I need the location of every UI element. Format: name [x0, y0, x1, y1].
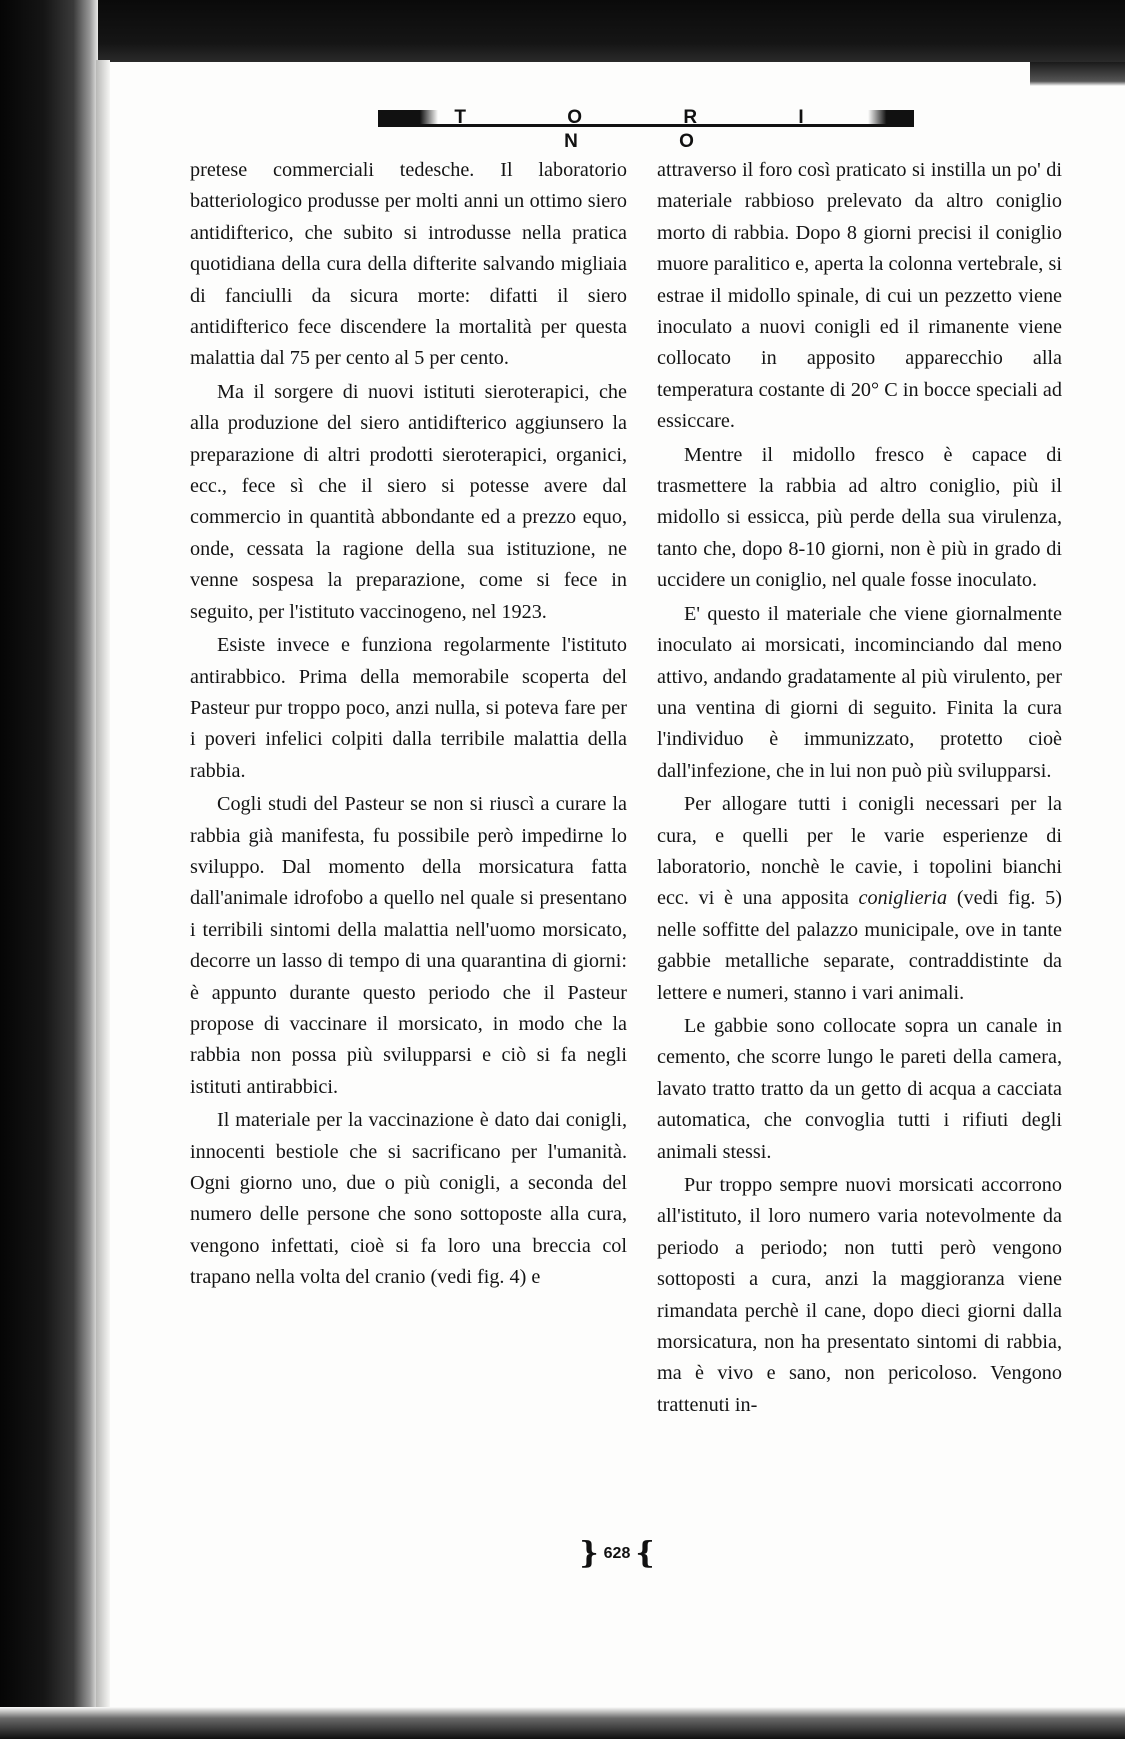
page-number-folio [567, 1534, 667, 1574]
paragraph: Mentre il midollo fresco è capace di trasmettere la rabbia ad altro coniglio, più il midollo si essicca, più perde della sua virulenza, tanto che, dopo 8-10 giorni, non è più in grado di uccidere un coniglio, nel quale fosse inoculato. [657, 443, 1062, 592]
paragraph: Ma il sorgere di nuovi istituti sieroterapici, che alla produzione del siero antidifterico aggiunsero la preparazione di altri prodotti sieroterapici, organici, ecc., fece sì che il siero si potesse avere dal commercio in quantità abbondante ed a prezzo equo, onde, cessata la ragione della sua istituzione, ne venne sospesa la preparazione, come si fece in seguito, per l'istituto vaccinogeno, nel 1923. [190, 380, 627, 623]
right-column [657, 155, 1062, 1421]
folio-ornament-left: } [579, 1536, 599, 1571]
paragraph-text: (vedi fig. 5) nelle soffitte del palazzo municipale, ove in tante gabbie metalliche separate, contraddistinte da lettere e numeri, stanno i vari animali. [657, 887, 1062, 1004]
italic-term: coniglieria [858, 887, 948, 910]
paragraph: Il materiale per la vaccinazione è dato dai conigli, innocenti bestiole che si sacrificano per l'umanità. Ogni giorno uno, due o più conigli, a seconda del numero delle persone che sono sottoposte alla cura, vengono infettati, cioè si fa loro una breccia col trapano nella volta del cranio (vedi fig. 4) e [190, 1109, 627, 1289]
paragraph: Esiste invece e funziona regolarmente l'istituto antirabbico. Prima della memorabile scoperta del Pasteur pur troppo poco, anzi nulla, si poteva fare per i poveri infelici colpiti dalla terribile malattia della rabbia. [190, 634, 627, 782]
paragraph: pretese commerciali tedesche. Il laboratorio batteriologico produsse per molti anni un ottimo siero antidifterico, che subito si introdusse nella pratica quotidiana della cura della difterite salvando migliaia di fanciulli da sicura morte: difatti il siero antidifterico fece discendere la mortalità per questa malattia dal 75 per cento al 5 per cento. [190, 159, 627, 370]
paragraph: Pur troppo sempre nuovi morsicati accorrono all'istituto, il loro numero varia notevolmente da periodo a periodo; non tutti però vengono sottoposti a cura, anzi la maggioranza viene rimandata perchè il cane, dopo dieci giorni dalla morsicatura, non ha presentato sintomi di rabbia, ma è vivo e sano, non pericoloso. Vengono trattenuti in- [657, 1174, 1062, 1416]
left-column [190, 155, 627, 1294]
paragraph-text: Per allogare tutti i conigli necessari per la cura, e quelli per le varie esperienze di laboratorio, nonchè le cavie, i topolini bianchi ecc. vi è una apposita [657, 793, 1062, 910]
scan-edge-shadow [96, 60, 110, 1739]
header-title: T O R I N O [454, 107, 852, 152]
folio-ornament-right: { [635, 1536, 655, 1571]
header-ornament-right [868, 110, 914, 127]
scan-edge-top-right [1030, 62, 1125, 86]
paragraph [657, 789, 1062, 1009]
paragraph: Le gabbie sono collocate sopra un canale in cemento, che scorre lungo le pareti della camera, lavato tratto tratto da un getto di acqua a cacciata automatica, che convoglia tutti i rifiuti degli animali stessi. [657, 1014, 1062, 1163]
running-header [378, 106, 914, 152]
paragraph: Cogli studi del Pasteur se non si riuscì a curare la rabbia già manifesta, fu possibile però impedirne lo sviluppo. Dal momento della morsicatura fatta dall'animale idrofobo a quello nel quale si presentano i terribili sintomi della malattia nell'uomo morsicato, decorre un lasso di tempo di una quarantina di giorni: è appunto durante questo periodo che il Pasteur propose di vaccinare il morsicato, in modo che la rabbia non possa più svilupparsi e ciò si fa negli istituti antirabbici. [190, 793, 627, 1098]
header-ornament-left [378, 110, 438, 127]
paragraph: E' questo il materiale che viene giornalmente inoculato ai morsicati, incominciando dal meno attivo, andando gradatamente al più virulento, per una ventina di giorni di seguito. Finita la cura l'individuo è immunizzato, protetto cioè dall'infezione, che in lui non può più svilupparsi. [657, 602, 1062, 782]
scan-edge-left [0, 0, 98, 1739]
scan-edge-top [0, 0, 1125, 62]
scan-edge-bottom [0, 1707, 1125, 1739]
paragraph: attraverso il foro così praticato si instilla un po' di materiale rabbioso prelevato da altro coniglio morto di rabbia. Dopo 8 giorni precisi il coniglio muore paralitico e, aperta la colonna vertebrale, si estrae il midollo spinale, di cui un pezzetto viene inoculato a nuovi conigli ed il rimanente viene collocato in apposito apparecchio alla temperatura costante di 20° C in bocce speciali ad essiccare. [657, 159, 1062, 433]
page-number: 628 [603, 1545, 631, 1562]
